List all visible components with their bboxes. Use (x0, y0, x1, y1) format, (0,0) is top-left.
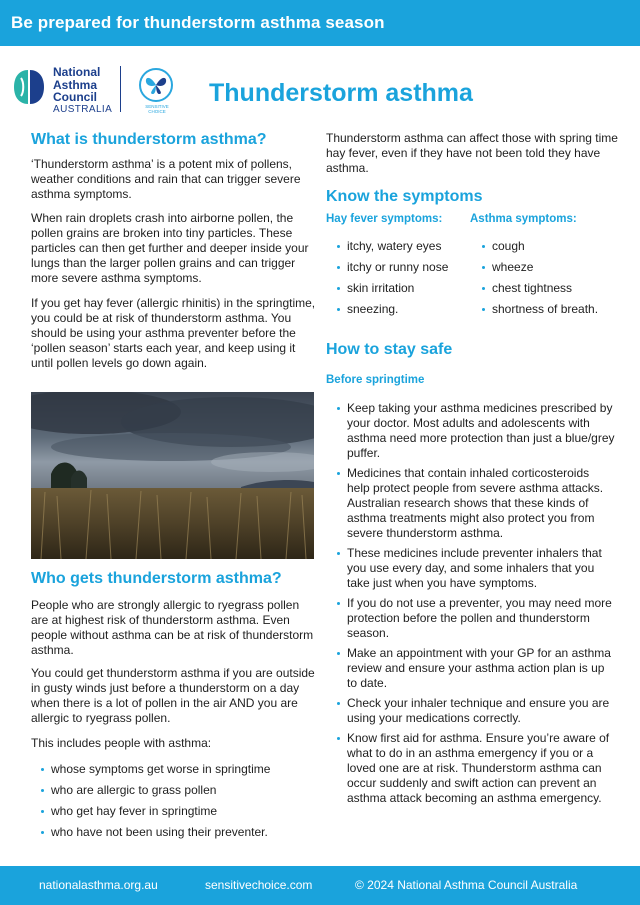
who-gets-list (51, 762, 317, 840)
list-item: wheeze (492, 260, 622, 275)
list-item: Check your inhaler technique and ensure you are using your medications correctly. (347, 696, 615, 726)
hay-fever-list (347, 239, 467, 317)
list-item: itchy or runny nose (347, 260, 467, 275)
nac-logo-icon (12, 68, 46, 106)
footer (0, 866, 640, 905)
partner-logo (136, 68, 178, 114)
right-intro: Thunderstorm asthma can affect those with spring time hay fever, even if they have not been told they have asthma. (326, 131, 618, 175)
list-item: Medicines that contain inhaled corticosteroids help protect people from severe asthma attacks. Australian research shows that these kinds of asthma treatments might also protect you from severe thunderstorm asthma. (347, 466, 615, 541)
list-item: Make an appointment with your GP for an asthma review and ensure your asthma action plan is up to date. (347, 646, 615, 691)
asthma-symptoms-list (492, 239, 622, 317)
stay-safe-list (347, 401, 615, 806)
what-is-para-1: ‘Thunderstorm asthma’ is a potent mix of pollens, weather conditions and rain that can trigger severe asthma symptoms. (31, 157, 301, 201)
butterfly-icon (139, 68, 173, 102)
partner-name: SENSITIVE CHOICE (145, 104, 169, 114)
storm-field-photo (31, 392, 314, 559)
list-item: whose symptoms get worse in springtime (51, 762, 317, 777)
list-item: If you do not use a preventer, you may need more protection before the pollen and thunderstorm season. (347, 596, 615, 641)
list-item: who have not been using their preventer. (51, 825, 317, 840)
who-gets-para-3: This includes people with asthma: (31, 736, 212, 750)
list-item: sneezing. (347, 302, 467, 317)
what-is-para-3: If you get hay fever (allergic rhinitis) in the springtime, you could be at risk of thunderstorm asthma. You should be using your asthma preventer before the ‘pollen season’ starts each year, and keep using it until pollen levels go down again. (31, 296, 316, 370)
list-item: Keep taking your asthma medicines prescribed by your doctor. Most adults and adolescents with asthma need more protection than just a blue/grey puffer. (347, 401, 615, 460)
list-item: cough (492, 239, 622, 254)
footer-copyright: © 2024 National Asthma Council Australia (355, 878, 578, 892)
what-is-heading: What is thunderstorm asthma? (31, 131, 267, 148)
top-banner (0, 0, 640, 46)
list-item: Know first aid for asthma. Ensure you’re aware of what to do in an asthma emergency if you or a loved one are at risk. Thunderstorm asthma can occur suddenly and swift action can prevent an asthma attack becoming an asthma emergency. (347, 731, 615, 806)
list-item: shortness of breath. (492, 302, 622, 317)
symptoms-heading: Know the symptoms (326, 188, 483, 205)
who-gets-heading: Who gets thunderstorm asthma? (31, 570, 282, 587)
before-springtime-heading: Before springtime (326, 374, 425, 386)
list-item: skin irritation (347, 281, 467, 296)
footer-link-nationalasthma[interactable]: nationalasthma.org.au (39, 878, 158, 892)
org-name: National Asthma Council AUSTRALIA (53, 65, 113, 115)
who-gets-para-2: You could get thunderstorm asthma if you are outside in gusty winds just before a thunderstorm on a day when there is a lot of pollen in the air AND you are allergic to ryegrass pollen. (31, 666, 315, 725)
banner-title: Be prepared for thunderstorm asthma season (11, 13, 385, 32)
list-item: who get hay fever in springtime (51, 804, 317, 819)
hay-fever-heading: Hay fever symptoms: (326, 213, 443, 225)
header (0, 60, 640, 120)
list-item: itchy, watery eyes (347, 239, 467, 254)
list-item: chest tightness (492, 281, 622, 296)
page-title: Thunderstorm asthma (209, 79, 473, 107)
footer-link-sensitivechoice[interactable]: sensitivechoice.com (205, 878, 313, 892)
logo-divider (120, 66, 121, 112)
stay-safe-heading: How to stay safe (326, 341, 453, 358)
list-item: These medicines include preventer inhalers that you use every day, and some inhalers that you take just when you have symptoms. (347, 546, 615, 591)
who-gets-para-1: People who are strongly allergic to ryegrass pollen are at highest risk of thunderstorm asthma. Even people without asthma can be at risk of thunderstorm asthma. (31, 598, 314, 657)
list-item: who are allergic to grass pollen (51, 783, 317, 798)
asthma-symptoms-heading: Asthma symptoms: (470, 213, 577, 225)
what-is-para-2: When rain droplets crash into airborne pollen, the pollen grains are broken into tiny particles. These particles can then get further and deeper inside your lungs than the larger pollen grains and can trigger more severe asthma symptoms. (31, 211, 309, 285)
